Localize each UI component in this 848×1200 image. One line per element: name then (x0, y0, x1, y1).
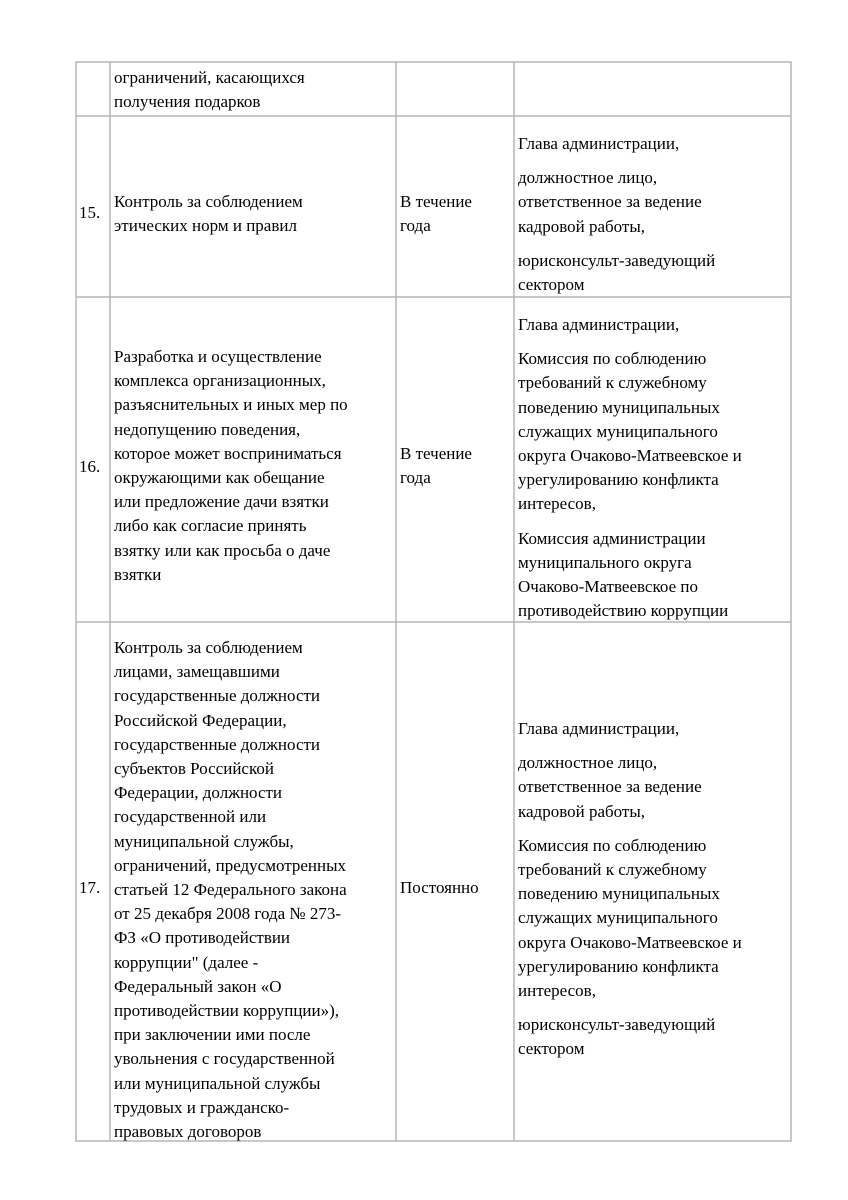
text-line: ФЗ «О противодействии (114, 928, 291, 948)
text-line: правовых договоров (114, 1122, 262, 1142)
text-line: от 25 декабря 2008 года № 273- (114, 904, 342, 924)
text-line: Очаково-Матвеевское по (518, 577, 698, 597)
text-line: государственные должности (114, 686, 321, 706)
text-line: урегулированию конфликта (518, 956, 719, 976)
text-line: интересов, (518, 494, 596, 514)
text-line: окружающими как обещание (114, 468, 325, 488)
text-line: или предложение дачи взятки (114, 492, 329, 512)
text-line: увольнения с государственной (114, 1049, 335, 1069)
text-line: взятки (114, 564, 162, 584)
text-line: государственные должности (114, 734, 321, 754)
text-line: Российской Федерации, (114, 710, 287, 730)
text-line: получения подарков (114, 92, 261, 112)
responsible-paragraph (518, 751, 790, 824)
text-line: муниципальной службы, (114, 831, 294, 851)
text-line: урегулированию конфликта (518, 470, 719, 490)
text-line: или муниципальной службы (114, 1073, 321, 1093)
responsible-paragraph (518, 834, 790, 1003)
responsible-paragraph (518, 313, 790, 337)
text-line: служащих муниципального (518, 421, 718, 441)
text-line: Разработка и осуществление (114, 347, 322, 366)
text-line: противодействии коррупции»), (114, 1001, 340, 1021)
text-line: Глава администрации, (518, 315, 680, 334)
text-line: трудовых и гражданско- (114, 1097, 290, 1117)
text-line: при заключении ими после (114, 1025, 311, 1045)
text-line: округа Очаково-Матвеевское и (518, 446, 742, 466)
responsible-paragraph (518, 1013, 790, 1061)
responsible-paragraph (518, 166, 790, 239)
text-line: статьей 12 Федерального закона (114, 880, 347, 900)
text-line: ответственное за ведение (518, 777, 702, 797)
text-line: Комиссия по соблюдению (518, 835, 707, 855)
text-line: требований к служебному (518, 860, 707, 880)
responsible-paragraph (518, 249, 790, 297)
responsible-paragraph (518, 527, 790, 624)
text-line: либо как согласие принять (114, 516, 307, 536)
text-line: этических норм и правил (114, 216, 297, 236)
text-line: разъяснительных и иных мер по (114, 395, 348, 415)
text-line: должностное лицо, (518, 168, 658, 188)
row-17-responsible (518, 717, 790, 1062)
text-line: Федеральный закон «О (114, 976, 282, 996)
responsible-paragraph (518, 132, 790, 156)
text-line: ограничений, касающихся (114, 68, 305, 87)
text-line: недопущению поведения, (114, 419, 301, 439)
text-line: Комиссия по соблюдению (518, 349, 707, 369)
text-line: поведению муниципальных (518, 397, 720, 417)
responsible-paragraph (518, 717, 790, 741)
text-line: ответственное за ведение (518, 192, 702, 212)
responsible-paragraph (518, 347, 790, 516)
text-line: Контроль за соблюдением (114, 638, 303, 657)
text-line: Контроль за соблюдением (114, 192, 303, 211)
text-line: служащих муниципального (518, 908, 718, 928)
row-15-responsible (518, 132, 790, 297)
text-line: интересов, (518, 981, 596, 1001)
text-line: муниципального округа (518, 552, 692, 572)
text-line: округа Очаково-Матвеевское и (518, 932, 742, 952)
text-line: кадровой работы, (518, 801, 646, 821)
row-16-measure (114, 345, 394, 587)
text-line: которое может восприниматься (114, 443, 342, 463)
text-line: В течение (400, 444, 472, 463)
text-line: сектором (518, 1039, 585, 1059)
row-16-responsible (518, 313, 790, 623)
text-line: кадровой работы, (518, 216, 646, 236)
text-line: комплекса организационных, (114, 371, 326, 391)
text-line: юрисконсульт-заведующий (518, 1015, 716, 1035)
text-line: сектором (518, 275, 585, 295)
text-line: В течение (400, 192, 472, 211)
text-line: Федерации, должности (114, 783, 283, 803)
row-15-number: 15. (79, 203, 101, 222)
row-15-term (400, 190, 512, 238)
row-17-term (400, 876, 512, 900)
text-line: Глава администрации, (518, 134, 680, 153)
text-line: лицами, замещавшими (114, 662, 280, 682)
text-line: года (400, 468, 431, 488)
row-17-measure (114, 636, 394, 1144)
row-16-number: 16. (79, 457, 101, 476)
row-16-term (400, 442, 512, 490)
text-line: юрисконсульт-заведующий (518, 250, 716, 270)
text-line: взятку или как просьба о даче (114, 540, 331, 560)
row-15-measure (114, 190, 394, 238)
text-line: требований к служебному (518, 373, 707, 393)
text-line: государственной или (114, 807, 267, 827)
row-0-measure (114, 66, 394, 114)
text-line: Глава администрации, (518, 719, 680, 738)
text-line: года (400, 216, 431, 236)
text-line: коррупции" (далее - (114, 952, 259, 972)
text-line: субъектов Российской (114, 759, 274, 779)
text-line: Постоянно (400, 878, 479, 897)
text-line: должностное лицо, (518, 753, 658, 773)
row-17-number: 17. (79, 878, 101, 897)
text-line: ограничений, предусмотренных (114, 855, 347, 875)
text-line: противодействию коррупции (518, 601, 729, 621)
text-line: поведению муниципальных (518, 884, 720, 904)
text-line: Комиссия администрации (518, 528, 706, 548)
